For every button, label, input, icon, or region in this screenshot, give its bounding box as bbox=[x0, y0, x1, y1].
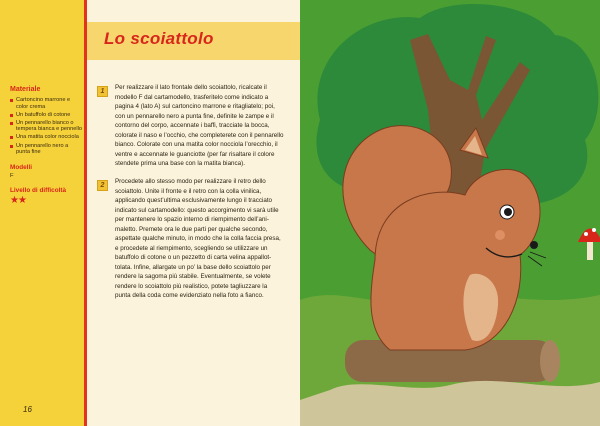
step-number-badge: 2 bbox=[97, 180, 108, 191]
materials-item: Un pennarello bianco o tempera bianca e pennello bbox=[10, 120, 82, 133]
sidebar bbox=[0, 0, 84, 426]
text-line: applicando quest’ultima esclusivamente lungo il tracciato bbox=[115, 197, 273, 204]
text-line: maletto. Premete ora le due parti per qualche secondo, bbox=[115, 225, 268, 233]
text-line: contorno del corpo, accennate i baffi, tracciate la bocca, bbox=[115, 122, 270, 129]
mushroom-stem bbox=[587, 240, 593, 260]
materials-item: Un batuffolo di cotone bbox=[10, 112, 82, 119]
materials-item: Una matita color nocciola bbox=[10, 134, 82, 141]
mushroom-dot bbox=[584, 232, 588, 236]
materials-list bbox=[10, 97, 82, 156]
text-line: tolata. Infine, allargate un po’ la base dello scoiattolo per bbox=[115, 263, 271, 271]
text-line: punta della coda come evidenziato nella foto a fianco. bbox=[115, 292, 264, 299]
models-heading: Modelli bbox=[10, 163, 33, 171]
materials-heading: Materiale bbox=[10, 86, 41, 93]
text-line: e procedete al riempimento, scegliendo se utilizzare un bbox=[115, 244, 268, 252]
mushroom-dot bbox=[592, 228, 596, 232]
difficulty-stars: ★★ bbox=[10, 194, 26, 206]
text-line: con un pennarello nero a punta fine, definite le zampe e il bbox=[115, 112, 274, 120]
text-line: indicato sul cartamodello: questo accorgimento vi sarà utile bbox=[115, 206, 279, 214]
text-line: ventre e accennate le guanciotte (per far risaltare il colore bbox=[115, 150, 275, 158]
page-title: Lo scoiattolo bbox=[104, 29, 214, 48]
squirrel-nose bbox=[530, 241, 538, 249]
text-line: bianco. Colorate con una matita color nocciola l’orecchio, il bbox=[115, 141, 278, 148]
moss bbox=[300, 381, 600, 426]
text-line: Procedete allo stesso modo per realizzare il retro dello bbox=[115, 178, 266, 185]
log-end bbox=[540, 340, 560, 382]
text-line: modello F dal cartamodello, trasferitelo come indicato a bbox=[115, 93, 269, 101]
text-line: rendere la sagoma più stabile. Eventualmente, se volete bbox=[115, 273, 271, 280]
materials-item: Cartoncino marrone e color crema bbox=[10, 97, 82, 110]
materials-panel bbox=[10, 86, 82, 206]
text-line: stendete prima una base con la matita bianca). bbox=[115, 160, 245, 167]
text-line: per mantenere lo spazio interno di riempimento dell’ani- bbox=[115, 216, 269, 223]
text-line: batuffolo di cotone o un pezzetto di carta velina appallot- bbox=[115, 254, 272, 261]
text-line: scoiattolo. Unite il fronte e il retro con la colla vinilica, bbox=[115, 187, 262, 195]
difficulty-heading: Livello di difficoltà bbox=[10, 186, 67, 194]
text-line: pagina 4 (lato A) sul cartoncino marrone e ritagliatelo; poi, bbox=[115, 103, 275, 110]
step-number-badge: 1 bbox=[97, 86, 108, 97]
models-value: F bbox=[10, 172, 14, 179]
text-line: colorate il naso e l’occhio, che completerete con il pennarello bbox=[115, 131, 284, 139]
text-line: aspettate qualche minuto, in modo che la colla faccia presa, bbox=[115, 235, 281, 242]
page-number: 16 bbox=[23, 405, 32, 414]
step-1-text bbox=[115, 83, 299, 169]
squirrel-photo bbox=[300, 0, 600, 426]
squirrel-pupil bbox=[504, 208, 512, 216]
step-2-text bbox=[115, 177, 299, 301]
squirrel-illustration bbox=[300, 0, 600, 426]
text-line: rendere lo scoiattolo più realistico, potete tagliuzzare la bbox=[115, 282, 268, 290]
materials-item: Un pennarello nero a punta fine bbox=[10, 143, 82, 156]
text-line: Per realizzare il lato frontale dello scoiattolo, ricalcate il bbox=[115, 84, 267, 91]
squirrel-cheek bbox=[495, 230, 505, 240]
